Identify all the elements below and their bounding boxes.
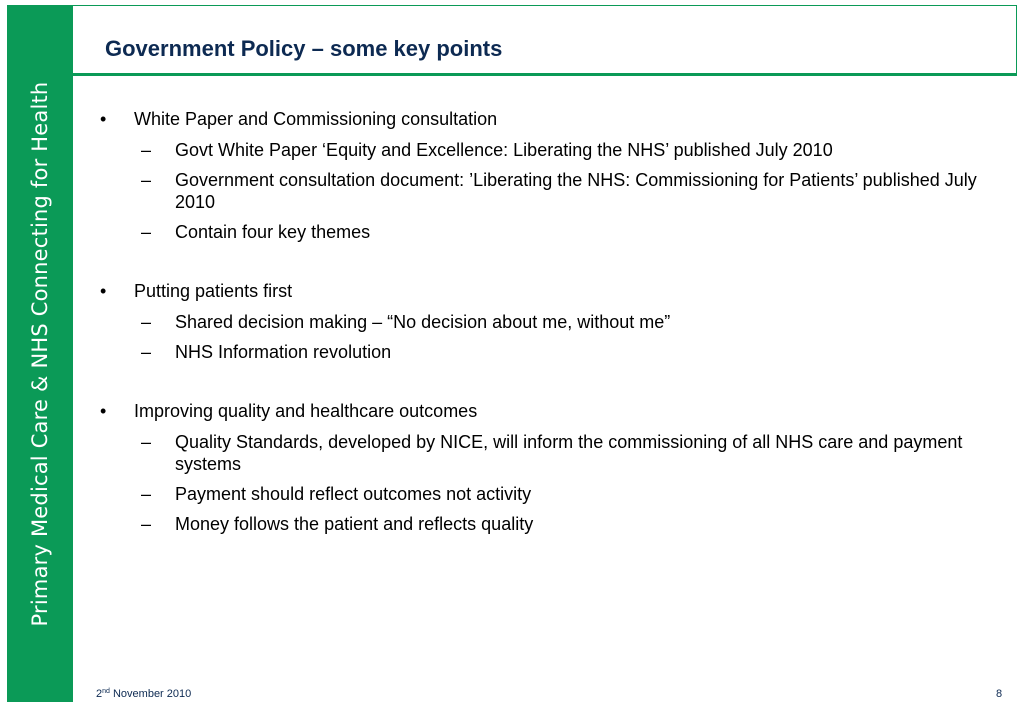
- page-number: 8: [996, 688, 1003, 700]
- bullet-text: White Paper and Commissioning consultation: [134, 109, 498, 129]
- frame-right-border: [1016, 5, 1017, 75]
- bullet-text: Improving quality and healthcare outcomes: [134, 401, 478, 421]
- sub-text: Money follows the patient and reflects quality: [175, 514, 534, 534]
- sub-text: Contain four key themes: [175, 222, 371, 242]
- sub-text: Government consultation document: ’Liberating the NHS: Commissioning for Patients’ published July 2010: [175, 170, 977, 212]
- sub-text: Payment should reflect outcomes not activity: [175, 484, 532, 504]
- dash-marker: –: [141, 170, 152, 190]
- bullet-marker: •: [100, 401, 107, 421]
- bullet-marker: •: [100, 109, 107, 129]
- bullet-text: Putting patients first: [134, 281, 293, 301]
- footer-date-rest: November 2010: [109, 688, 192, 700]
- sub-point: [97, 513, 997, 535]
- slide-title: Government Policy – some key points: [105, 36, 503, 61]
- sub-point: [97, 169, 997, 213]
- sidebar-label: Primary Medical Care & NHS Connecting for Health: [28, 81, 52, 626]
- sub-text: NHS Information revolution: [175, 342, 392, 362]
- dash-marker: –: [141, 342, 152, 362]
- title-divider: [73, 73, 1017, 76]
- footer-date: [96, 688, 191, 700]
- sub-text: Shared decision making – “No decision about me, without me”: [175, 312, 671, 332]
- dash-marker: –: [141, 312, 152, 332]
- dash-marker: –: [141, 140, 152, 160]
- sub-point: [97, 311, 997, 333]
- footer-date-day: 2: [96, 688, 103, 700]
- dash-marker: –: [141, 484, 152, 504]
- sub-point: [97, 431, 997, 475]
- sub-point: [97, 483, 997, 505]
- dash-marker: –: [141, 432, 152, 452]
- bullet-point: [97, 108, 997, 130]
- bullet-point: [97, 400, 997, 422]
- dash-marker: –: [141, 514, 152, 534]
- sub-point: [97, 139, 997, 161]
- footer-date-suffix: nd: [102, 688, 110, 695]
- sub-point: [97, 341, 997, 363]
- sub-text: Govt White Paper ‘Equity and Excellence: Liberating the NHS’ published July 2010: [175, 140, 833, 160]
- slide-body: [97, 108, 997, 535]
- sidebar-band: [7, 5, 73, 702]
- dash-marker: –: [141, 222, 152, 242]
- frame-top-border: [73, 5, 1017, 6]
- sub-text: Quality Standards, developed by NICE, will inform the commissioning of all NHS care and payment systems: [175, 432, 963, 474]
- sub-point: [97, 221, 997, 243]
- bullet-marker: •: [100, 281, 107, 301]
- bullet-point: [97, 280, 997, 302]
